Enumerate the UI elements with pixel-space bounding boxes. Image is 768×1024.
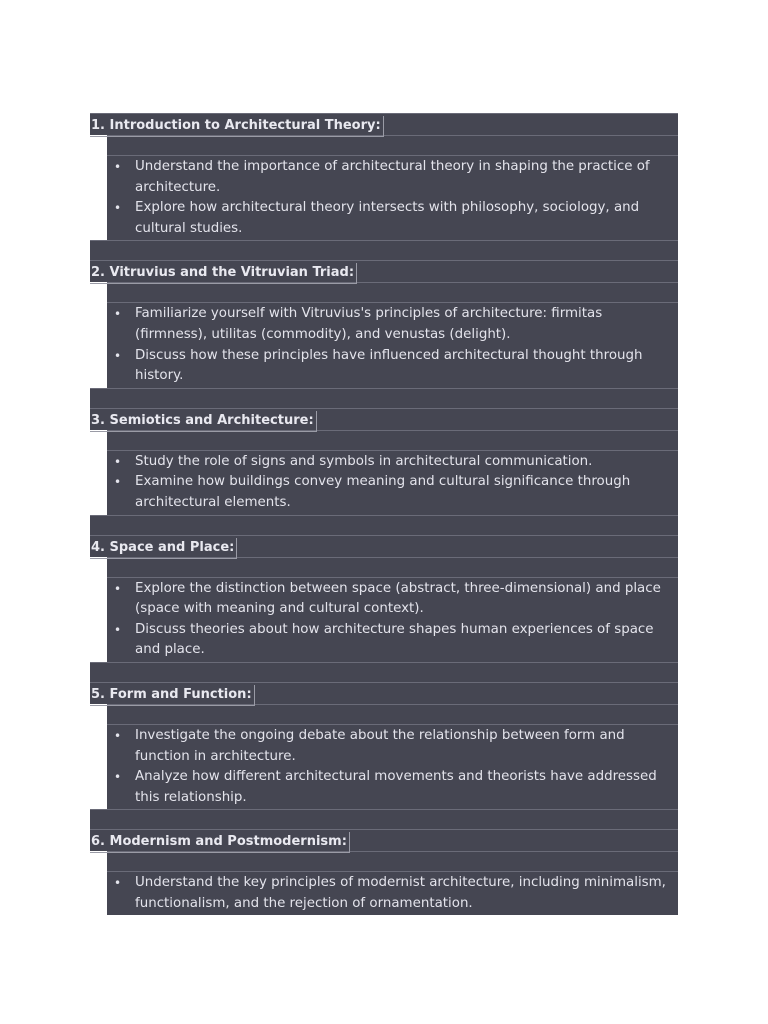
list-item-text: Understand the importance of architectural theory in shaping the practice of architecture. bbox=[135, 159, 650, 195]
section-heading: 2. Vitruvius and the Vitruvian Triad: bbox=[90, 263, 357, 284]
section-6 bbox=[90, 829, 678, 915]
bullet-list-block bbox=[107, 155, 678, 240]
spacer-row bbox=[90, 240, 678, 260]
bullet-list-block bbox=[107, 450, 678, 515]
list-item bbox=[107, 198, 674, 239]
list-item-text: Study the role of signs and symbols in architectural communication. bbox=[135, 453, 593, 469]
section-heading: 3. Semiotics and Architecture: bbox=[90, 411, 317, 432]
bullet-icon: • bbox=[114, 348, 122, 363]
section-heading-row bbox=[90, 829, 678, 851]
section-heading: 5. Form and Function: bbox=[90, 685, 255, 706]
bullet-icon: • bbox=[114, 728, 122, 743]
list-item-text: Discuss how these principles have influenced architectural thought through history. bbox=[135, 347, 643, 384]
document-body bbox=[90, 113, 678, 915]
section-heading-row bbox=[90, 113, 678, 135]
spacer-row bbox=[107, 704, 678, 724]
bullet-list bbox=[107, 452, 674, 514]
section-3 bbox=[90, 408, 678, 535]
bullet-list-block bbox=[107, 302, 678, 387]
list-item-text: Explore how architectural theory intersects with philosophy, sociology, and cultural studies. bbox=[135, 200, 640, 236]
bullet-icon: • bbox=[114, 770, 122, 785]
bullet-list-block bbox=[107, 577, 678, 662]
section-5 bbox=[90, 682, 678, 829]
section-heading-row bbox=[90, 682, 678, 704]
bullet-icon: • bbox=[114, 622, 122, 637]
bullet-list bbox=[107, 157, 674, 239]
spacer-row bbox=[90, 388, 678, 408]
section-heading: 6. Modernism and Postmodernism: bbox=[90, 832, 350, 853]
list-item bbox=[107, 452, 674, 473]
section-heading: 1. Introduction to Architectural Theory: bbox=[90, 116, 384, 137]
list-item-text: Familiarize yourself with Vitruvius's principles of architecture: firmitas (firmness), utilitas (commodity), and venustas (delight). bbox=[135, 306, 603, 342]
list-item-text: Examine how buildings convey meaning and cultural significance through architectural elements. bbox=[135, 474, 631, 510]
section-heading-row bbox=[90, 260, 678, 282]
bullet-icon: • bbox=[114, 160, 122, 174]
list-item-text: Explore the distinction between space (abstract, three-dimensional) and place (space with meaning and cultural context). bbox=[135, 580, 661, 617]
bullet-icon: • bbox=[114, 581, 122, 596]
list-item-text: Understand the key principles of modernist architecture, including minimalism, functionalism, and the rejection of ornamentation. bbox=[135, 875, 666, 911]
section-heading-row bbox=[90, 535, 678, 557]
section-1 bbox=[90, 113, 678, 260]
section-heading: 4. Space and Place: bbox=[90, 538, 237, 559]
list-item bbox=[107, 346, 674, 387]
bullet-icon: • bbox=[114, 876, 122, 891]
spacer-row bbox=[107, 135, 678, 155]
bullet-list bbox=[107, 726, 674, 808]
spacer-row bbox=[90, 515, 678, 535]
spacer-row bbox=[107, 851, 678, 871]
bullet-list-block bbox=[107, 871, 678, 915]
spacer-row bbox=[90, 809, 678, 829]
bullet-icon: • bbox=[114, 307, 122, 322]
bullet-list bbox=[107, 304, 674, 386]
list-item bbox=[107, 472, 674, 513]
bullet-icon: • bbox=[114, 201, 122, 216]
list-item bbox=[107, 157, 674, 198]
section-4 bbox=[90, 535, 678, 682]
list-item-text: Analyze how different architectural movements and theorists have addressed this relationship. bbox=[135, 769, 657, 805]
list-item-text: Discuss theories about how architecture shapes human experiences of space and place. bbox=[135, 621, 654, 658]
list-item bbox=[107, 620, 674, 661]
list-item bbox=[107, 873, 674, 914]
bullet-icon: • bbox=[114, 454, 122, 469]
bullet-list-block bbox=[107, 724, 678, 809]
list-item bbox=[107, 579, 674, 620]
list-item bbox=[107, 767, 674, 808]
bullet-list bbox=[107, 873, 674, 914]
spacer-row bbox=[107, 430, 678, 450]
bullet-list bbox=[107, 579, 674, 661]
spacer-row bbox=[90, 662, 678, 682]
list-item bbox=[107, 726, 674, 767]
spacer-row bbox=[107, 282, 678, 302]
bullet-icon: • bbox=[114, 475, 122, 490]
section-heading-row bbox=[90, 408, 678, 430]
spacer-row bbox=[107, 557, 678, 577]
list-item-text: Investigate the ongoing debate about the relationship between form and function in architecture. bbox=[135, 727, 625, 764]
list-item bbox=[107, 304, 674, 345]
section-2 bbox=[90, 260, 678, 407]
